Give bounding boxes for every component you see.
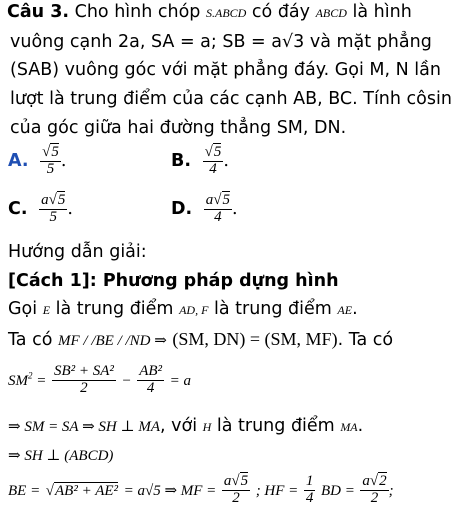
choice-b-letter: B.	[171, 150, 191, 171]
choice-a-fraction: $\frac{√5}{5}$	[42, 144, 59, 177]
pyramid-name: S.ABCD	[206, 6, 247, 20]
choice-a-dot: .	[60, 150, 67, 171]
question-label: Câu 3.	[7, 2, 70, 22]
solution-heading: Hướng dẫn giải:	[8, 242, 147, 262]
question-line-4: lượt là trung điểm của các cạnh AB, BC. Tính côsin	[10, 89, 452, 109]
question-text-1b: có đáy	[251, 2, 311, 22]
choice-d-dot: .	[232, 198, 238, 219]
method-heading: [Cách 1]: Phương pháp dựng hình	[8, 271, 339, 291]
choice-d-fraction: $\frac{a√5}{4}$	[205, 192, 230, 225]
be-equation: BE = √AB² + AE² = a√5 ⇒ MF = $\frac{a√5}{2}$ ; HF = $\frac{1}{4}$ BD = $\frac{a√2}{2}$ ;	[8, 473, 394, 506]
choice-c-dot: .	[67, 198, 73, 219]
base-name: ABCD	[315, 6, 347, 20]
solution-line-5: ⇒ SH ⊥ (ABCD)	[8, 448, 114, 464]
question-line-3: (SAB) vuông góc với mặt phẳng đáy. Gọi M, N lần	[10, 60, 441, 80]
choice-a-letter: A.	[8, 150, 29, 171]
question-line-1	[7, 2, 412, 22]
question-text-1a: Cho hình chóp	[74, 2, 201, 22]
solution-line-1: Gọi E là trung điểm AD, F là trung điểm AE.	[8, 299, 358, 319]
solution-line-4: ⇒ SM = SA ⇒ SH ⊥ MA, với H là trung điểm MA.	[8, 416, 364, 436]
choice-b[interactable]	[171, 145, 229, 178]
choice-d-letter: D.	[171, 198, 193, 219]
question-line-2: vuông cạnh 2a, SA = a; SB = a√3 và mặt phẳng	[10, 32, 432, 52]
choice-c-fraction: $\frac{a√5}{5}$	[41, 192, 66, 225]
choice-a[interactable]	[8, 145, 66, 178]
question-line-5: của góc giữa hai đường thẳng SM, DN.	[10, 118, 347, 138]
question-text-1c: là hình	[352, 2, 412, 22]
sm-squared-equation: $SM^2$ = $\frac{\text{SB² + SA²}}{2}$ − $\frac{\text{AB²}}{4}$ = a	[8, 363, 191, 396]
choice-b-fraction: $\frac{√5}{4}$	[204, 144, 222, 177]
solution-line-2: Ta có MF / /BE / /ND ⇒ (SM, DN) = (SM, MF). Ta có	[8, 329, 394, 350]
choice-c-letter: C.	[8, 198, 28, 219]
choice-c[interactable]	[8, 193, 73, 226]
choice-b-dot: .	[223, 150, 229, 171]
choice-d[interactable]	[171, 193, 238, 226]
